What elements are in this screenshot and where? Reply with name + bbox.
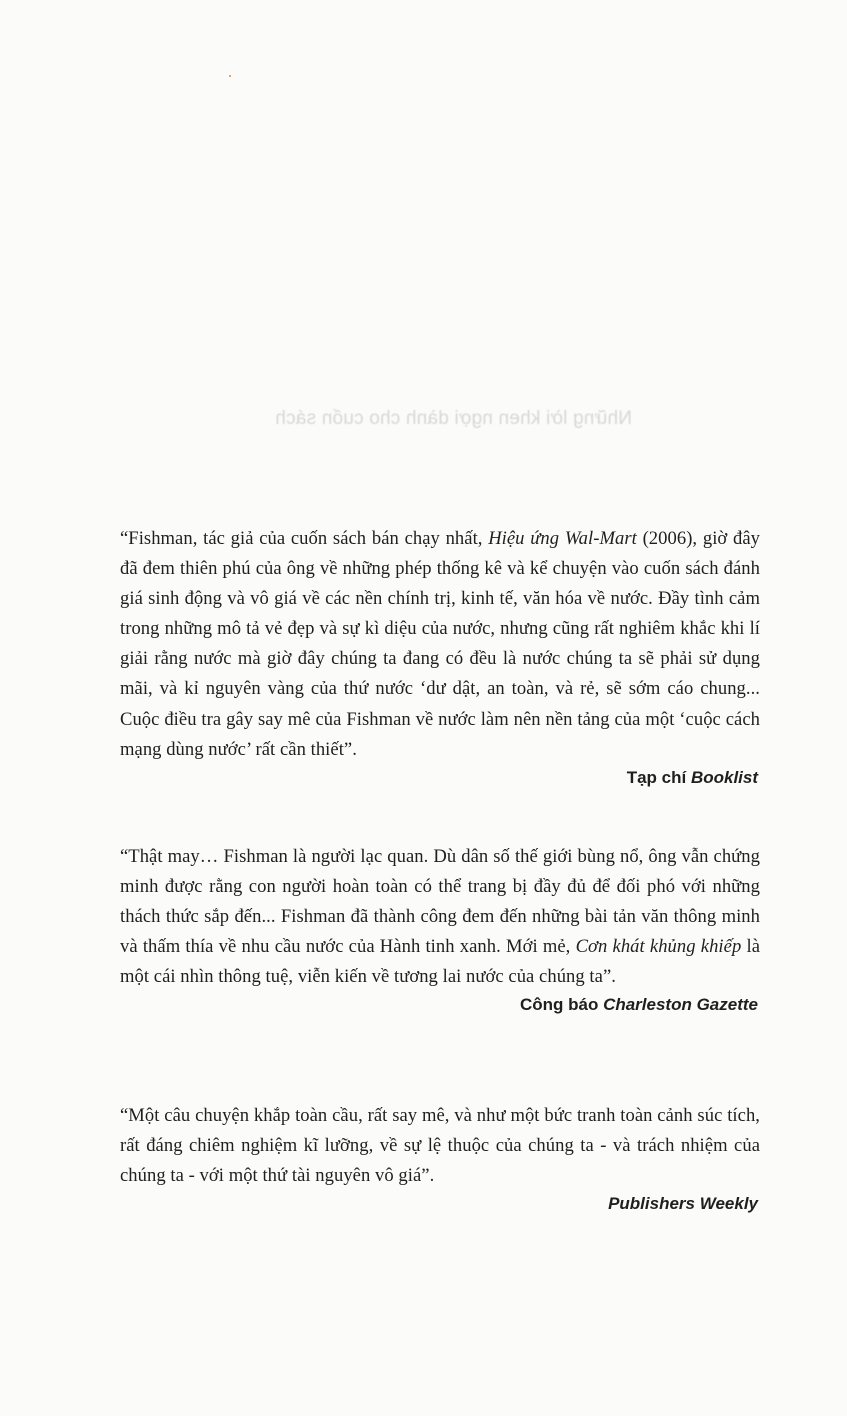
quote-text-before: “Một câu chuyện khắp toàn cầu, rất say mê, và như một bức tranh toàn cảnh súc tích, rất đáng chiêm nghiệm kĩ lưỡng, về sự lệ thuộc của chúng ta - và trách nhiệm của chúng ta - với một thứ tài nguyên vô giá”.: [120, 1105, 760, 1187]
quote-attribution: [120, 992, 760, 1018]
quote-attribution: [120, 765, 760, 791]
quote-text-before: “Thật may… Fishman là người lạc quan. Dù dân số thế giới bùng nổ, ông vẫn chứng minh được rằng con người hoàn toàn có thể trang bị đầy đủ để đối phó với những thách thức sắp đến... Fishman đã thành công đem đến những bài tản văn thông minh và thấm thía về nhu cầu nước của Hành tinh xanh. Mới mẻ,: [120, 846, 760, 958]
quote-text: [120, 842, 760, 992]
quote-text: [120, 1101, 760, 1191]
quote-text-before: “Fishman, tác giả của cuốn sách bán chạy nhất,: [120, 528, 489, 549]
source-name: Publishers Weekly: [608, 1194, 758, 1214]
paper-speck: [229, 75, 231, 77]
quote-attribution: [120, 1191, 760, 1217]
quote-text-after: (2006), giờ đây đã đem thiên phú của ông về những phép thống kê và kể chuyện vào cuốn sách đánh giá sinh động và vô giá về các nền chính trị, kinh tế, văn hóa về nước. Đầy tình cảm trong những mô tả vẻ đẹp và sự kì diệu của nước, nhưng cũng rất nghiêm khắc khi lí giải rằng nước mà giờ đây chúng ta đang có đều là nước chúng ta sẽ phải sử dụng mãi, và kỉ nguyên vàng của thứ nước ‘dư dật, an toàn, và rẻ, sẽ sớm cáo chung... Cuộc điều tra gây say mê của Fishman về nước làm nên nền tảng của một ‘cuộc cách mạng dùng nước’ rất cần thiết”.: [120, 528, 760, 760]
bleed-through-heading: Những lời khen ngợi dành cho cuốn sách: [275, 408, 632, 429]
book-title: Hiệu ứng Wal-Mart: [488, 528, 637, 549]
review-quote-booklist: [120, 524, 760, 791]
book-title: Cơn khát khủng khiếp: [575, 936, 742, 958]
source-prefix: Công báo: [519, 995, 604, 1015]
source-name: Booklist: [690, 767, 758, 787]
source-prefix: Tạp chí: [626, 767, 691, 787]
quote-text: [120, 524, 760, 765]
review-quote-publishers-weekly: [120, 1101, 760, 1217]
source-name: Charleston Gazette: [603, 995, 758, 1015]
quote-text-after: là một cái nhìn thông tuệ, viễn kiến về tương lai nước của chúng ta”.: [120, 936, 760, 988]
review-quote-charleston-gazette: [120, 842, 760, 1018]
